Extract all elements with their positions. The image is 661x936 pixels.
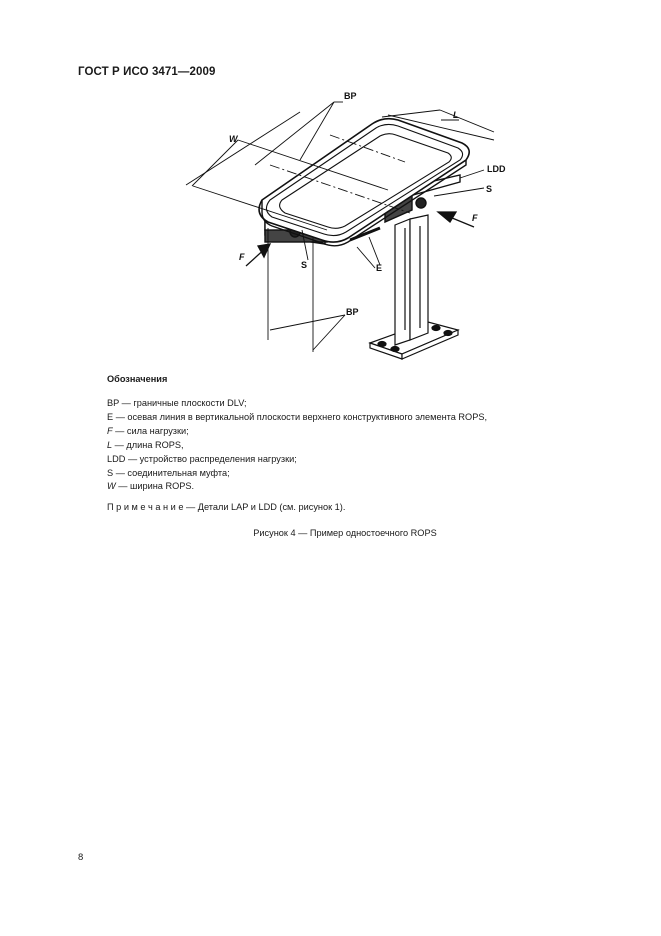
vertical-post [395, 215, 428, 345]
figure-note: П р и м е ч а н и е — Детали LAP и LDD (см. рисунок 1). [107, 502, 346, 512]
label-bp-top: BP [344, 91, 357, 101]
label-f-left: F [239, 252, 245, 262]
legend-item: S — соединительная муфта; [107, 467, 230, 478]
label-s-left: S [301, 260, 308, 270]
page-number: 8 [78, 852, 84, 863]
legend-item: F — сила нагрузки; [107, 425, 189, 436]
legend-title: Обозначения [107, 374, 168, 384]
label-e: E [376, 263, 383, 273]
figure-caption: Рисунок 4 — Пример одностоечного ROPS [253, 528, 437, 538]
label-bp-bottom: BP [346, 307, 359, 317]
label-w: W [229, 134, 238, 144]
legend-item: W — ширина ROPS. [107, 481, 195, 492]
legend-list [107, 397, 487, 494]
legend-item: BP — граничные плоскости DLV; [107, 398, 247, 408]
standard-header: ГОСТ Р ИСО 3471—2009 [78, 66, 216, 78]
rops-figure [0, 0, 661, 380]
label-ldd: LDD [487, 164, 506, 174]
legend-item: LDD — устройство распределения нагрузки; [107, 453, 297, 464]
legend-item: E — осевая линия в вертикальной плоскости верхнего конструктивного элемента ROPS, [107, 411, 488, 422]
label-s-right: S [486, 184, 493, 194]
legend-item: L — длина ROPS, [107, 439, 184, 450]
label-f-right: F [472, 213, 478, 223]
label-l: L [453, 110, 459, 120]
